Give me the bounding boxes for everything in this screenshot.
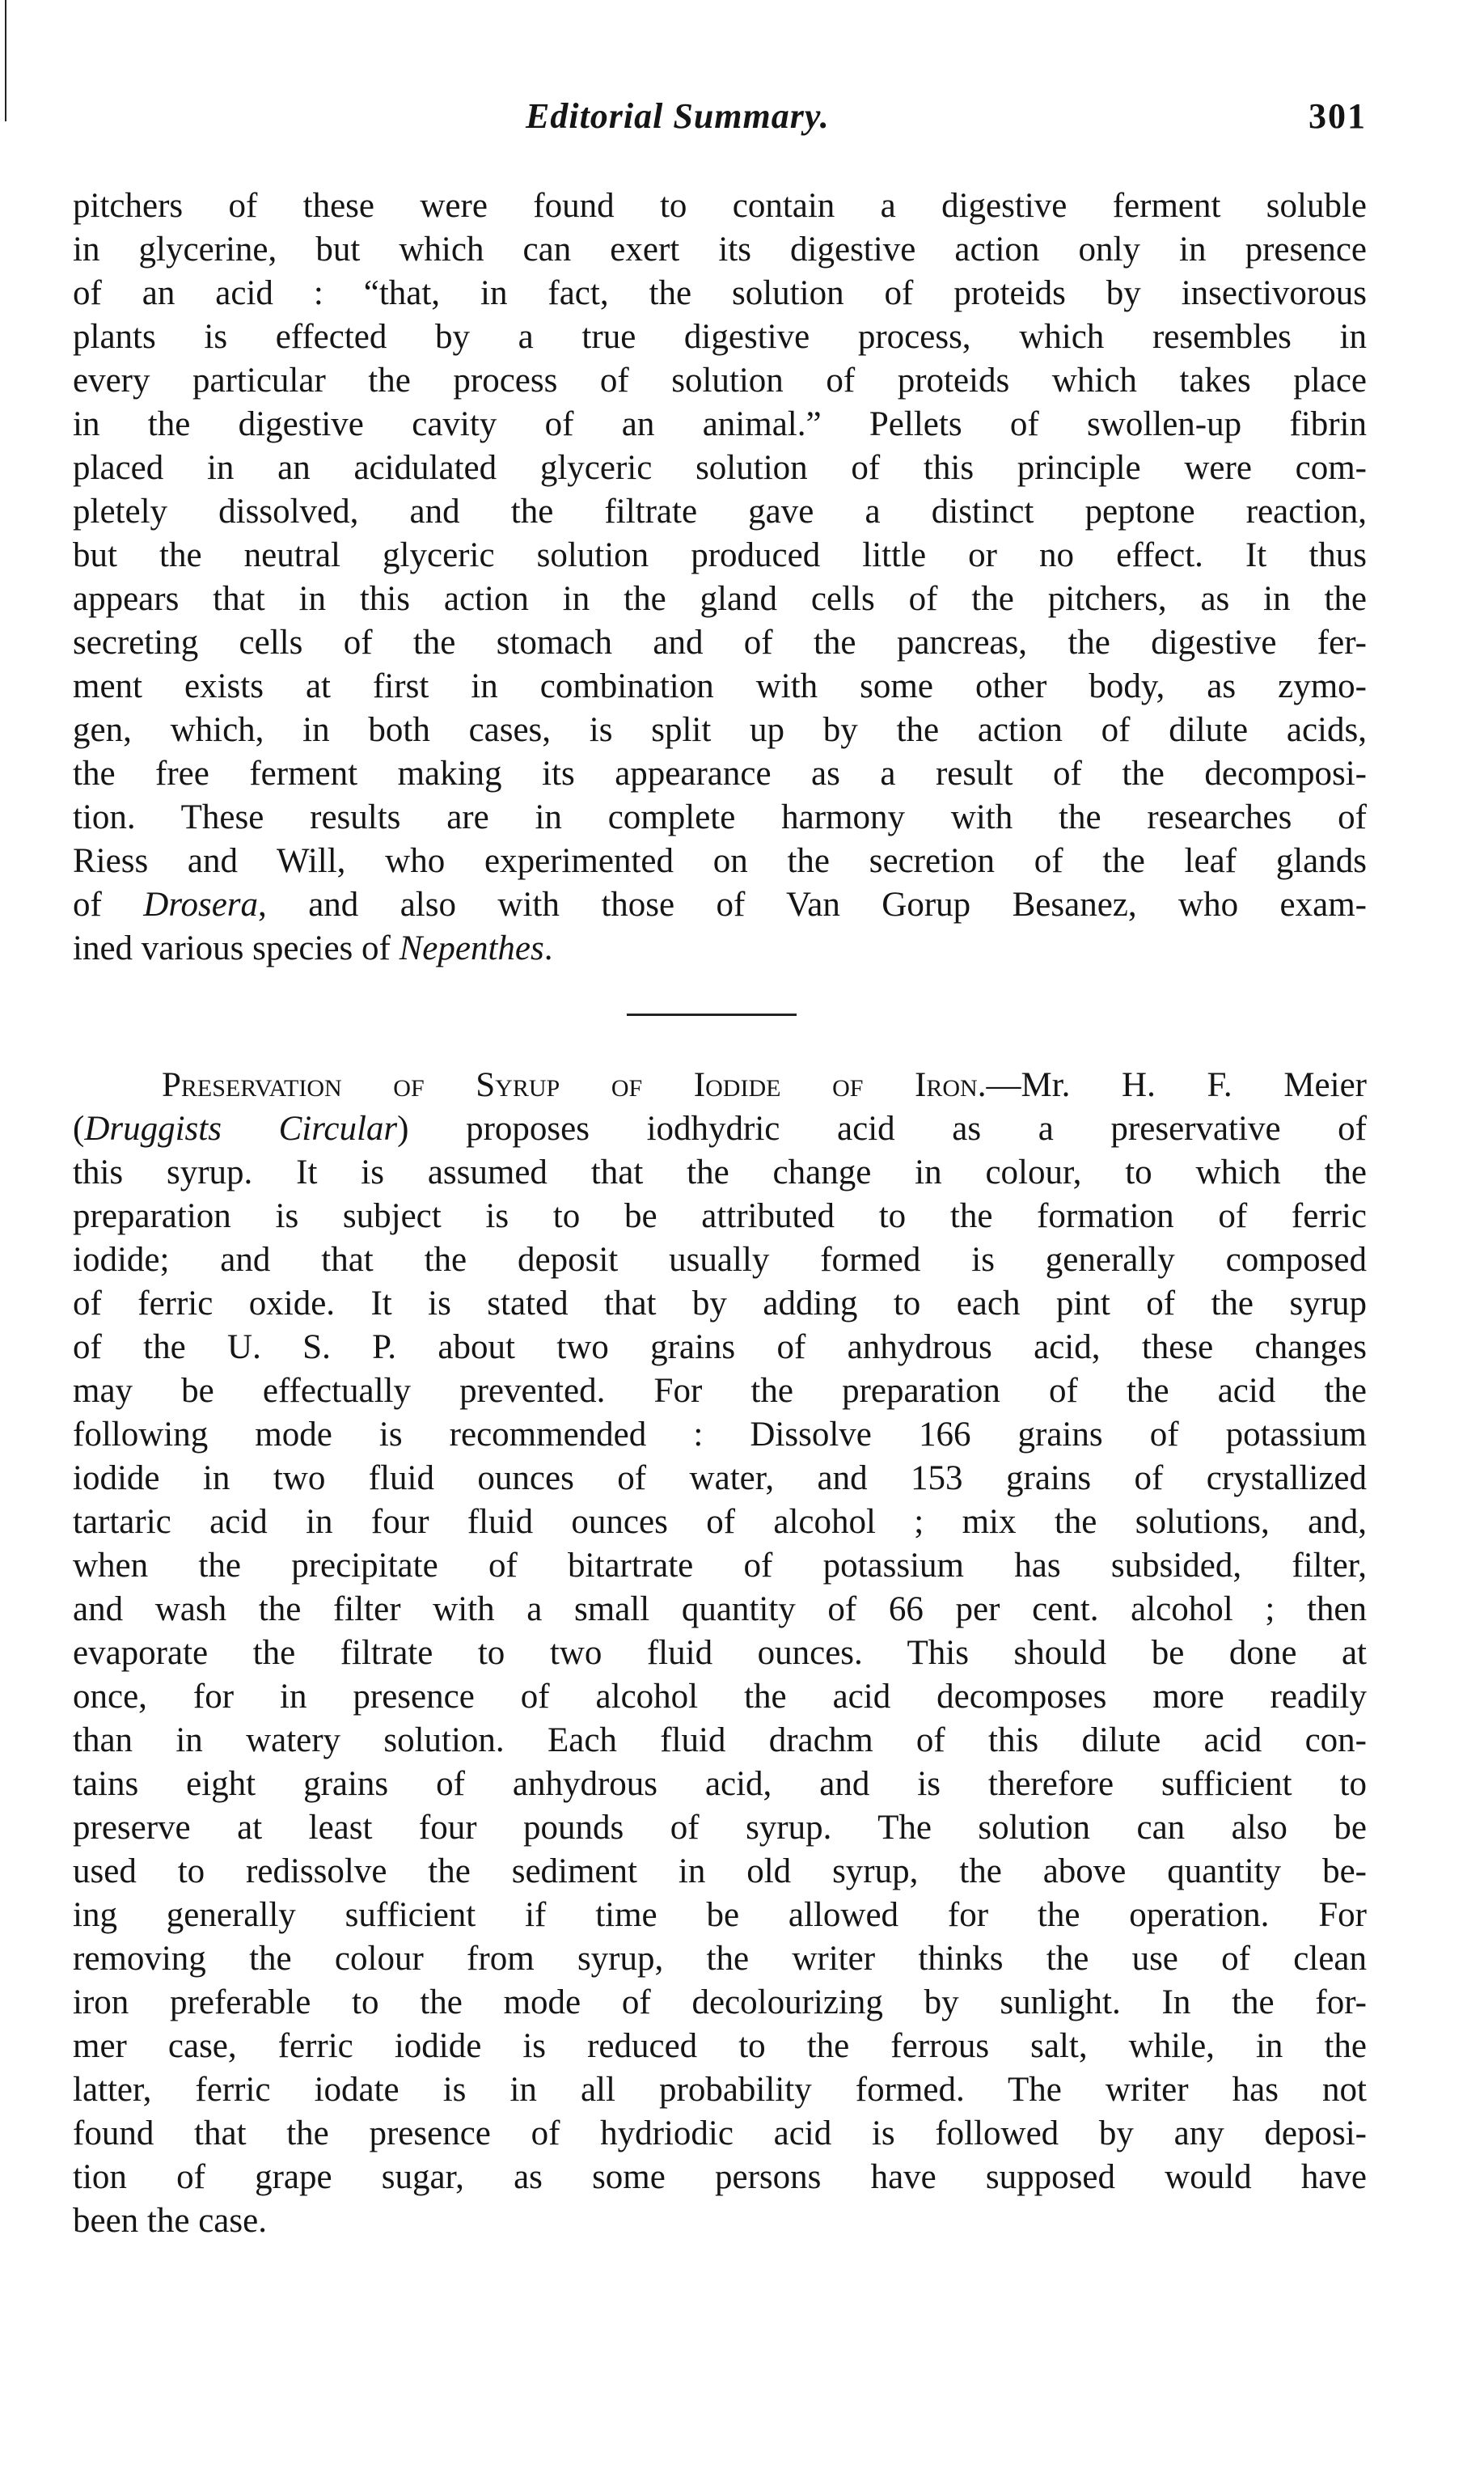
text-line: preparation is subject is to be attributed to the formation of ferric	[73, 1197, 1367, 1235]
text-line: evaporate the filtrate to two fluid ounces. This should be done at	[73, 1634, 1367, 1672]
text-line: appears that in this action in the gland cells of the pitchers, as in the	[73, 580, 1367, 618]
text-line: preserve at least four pounds of syrup. The solution can also be	[73, 1809, 1367, 1847]
text-line: ment exists at first in combination with some other body, as zymo-	[73, 667, 1367, 705]
text-line: tion of grape sugar, as some persons have supposed would have	[73, 2158, 1367, 2196]
text-line: tartaric acid in four fluid ounces of alcohol ; mix the solutions, and,	[73, 1503, 1367, 1541]
text-line: following mode is recommended : Dissolve 166 grains of potassium	[73, 1416, 1367, 1454]
page-number: 301	[1309, 96, 1367, 136]
text-run: of	[73, 886, 144, 924]
text-line: pletely dissolved, and the filtrate gave a distinct peptone reaction,	[73, 493, 1367, 531]
text-line: of an acid : “that, in fact, the solution of proteids by insectivorous	[73, 274, 1367, 312]
text-line: been the case.	[73, 2202, 267, 2240]
text-line: once, for in presence of alcohol the acid decomposes more readily	[73, 1678, 1367, 1716]
text-line: than in watery solution. Each fluid drachm of this dilute acid con-	[73, 1721, 1367, 1759]
text-line: tion. These results are in complete harmony with the researches of	[73, 798, 1367, 836]
text-run: (	[73, 1110, 85, 1148]
text-line: in the digestive cavity of an animal.” Pellets of swollen-up fibrin	[73, 405, 1367, 443]
text-line: ing generally sufficient if time be allowed for the operation. For	[73, 1896, 1367, 1934]
text-line: iodide; and that the deposit usually formed is generally composed	[73, 1241, 1367, 1279]
text-line: Riess and Will, who experimented on the secretion of the leaf glands	[73, 842, 1367, 880]
text-line	[73, 883, 1367, 927]
running-title: Editorial Summary.	[526, 96, 830, 136]
text-line: every particular the process of solution of proteids which takes place	[73, 362, 1367, 400]
text-line: tains eight grains of anhydrous acid, and is therefore sufficient to	[73, 1765, 1367, 1803]
text-line: may be effectually prevented. For the preparation of the acid the	[73, 1372, 1367, 1410]
section-divider	[627, 1014, 797, 1016]
text-line	[73, 927, 1367, 971]
text-run: .	[543, 929, 553, 967]
text-line: placed in an acidulated glyceric solution of this principle were com-	[73, 449, 1367, 487]
text-line: pitchers of these were found to contain a digestive ferment soluble	[73, 187, 1367, 225]
text-line: this syrup. It is assumed that the change in colour, to which the	[73, 1153, 1367, 1191]
italic-term-drosera: Drosera	[143, 886, 259, 924]
text-line: found that the presence of hydriodic acid is followed by any deposi-	[73, 2114, 1367, 2152]
article-author: —Mr. H. F. Meier	[986, 1066, 1367, 1104]
article-syrup-iodide-of-iron	[73, 1064, 1367, 2243]
text-line: the free ferment making its appearance as a result of the decomposi-	[73, 755, 1367, 793]
text-line: iodide in two fluid ounces of water, and 153 grains of crystallized	[73, 1459, 1367, 1497]
article-heading-line	[73, 1064, 1367, 1107]
italic-term-nepenthes: Nepenthes	[399, 929, 544, 967]
text-line: in glycerine, but which can exert its digestive action only in presence	[73, 231, 1367, 269]
text-line: secreting cells of the stomach and of the pancreas, the digestive fer-	[73, 624, 1367, 662]
article-nepenthes-digestion	[73, 184, 1367, 971]
text-line: of ferric oxide. It is stated that by adding to each pint of the syrup	[73, 1285, 1367, 1323]
page-edge-line	[5, 0, 6, 121]
text-line: mer case, ferric iodide is reduced to the ferrous salt, while, in the	[73, 2027, 1367, 2065]
text-line	[73, 1107, 1367, 1151]
text-run: ) proposes iodhydric acid as a preservative of	[397, 1110, 1367, 1148]
text-line: used to redissolve the sediment in old syrup, the above quantity be-	[73, 1852, 1367, 1890]
text-line: and wash the filter with a small quantity of 66 per cent. alcohol ; then	[73, 1590, 1367, 1628]
text-line: when the precipitate of bitartrate of potassium has subsided, filter,	[73, 1547, 1367, 1585]
italic-source-title: Druggists Circular	[84, 1110, 398, 1148]
text-run: , and also with those of Van Gorup Besanez, who exam-	[258, 886, 1367, 924]
text-line: of the U. S. P. about two grains of anhydrous acid, these changes	[73, 1328, 1367, 1366]
text-run: ined various species of	[73, 929, 400, 967]
text-line: plants is effected by a true digestive process, which resembles in	[73, 318, 1367, 356]
text-line: but the neutral glyceric solution produced little or no effect. It thus	[73, 536, 1367, 574]
article-title: Preservation of Syrup of Iodide of Iron.	[162, 1066, 987, 1104]
text-line: latter, ferric iodate is in all probability formed. The writer has not	[73, 2071, 1367, 2109]
running-head	[73, 95, 1367, 144]
text-line: iron preferable to the mode of decolourizing by sunlight. In the for-	[73, 1983, 1367, 2021]
text-line: removing the colour from syrup, the writer thinks the use of clean	[73, 1940, 1367, 1978]
text-line: gen, which, in both cases, is split up by the action of dilute acids,	[73, 711, 1367, 749]
